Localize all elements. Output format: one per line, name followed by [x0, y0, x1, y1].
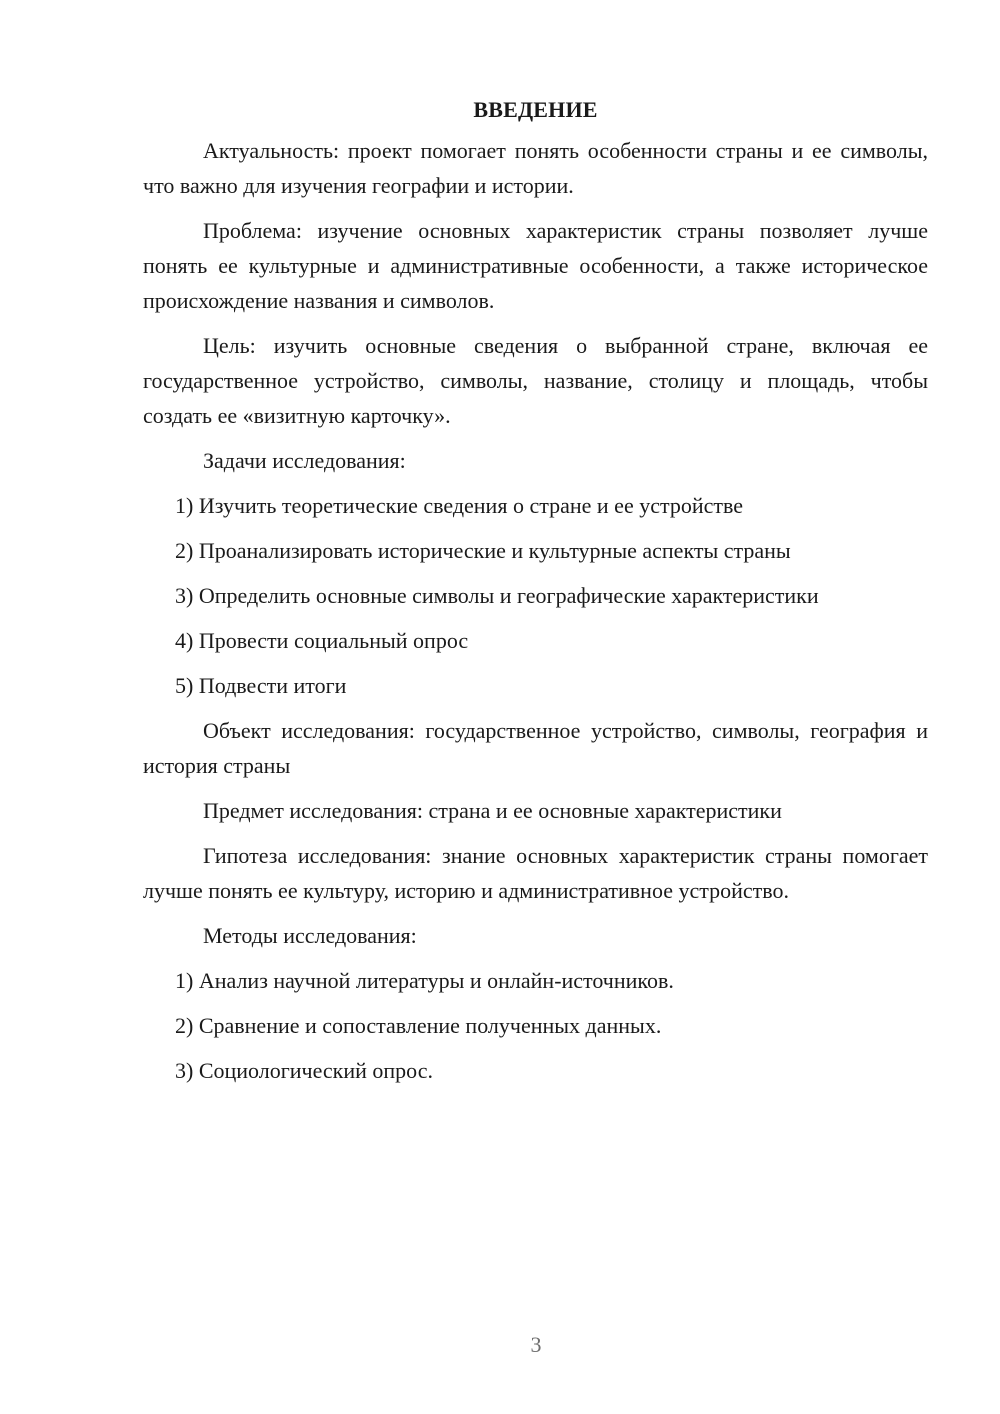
relevance-paragraph: Актуальность: проект помогает понять особенности страны и ее символы, что важно для изучения географии и истории. [143, 138, 928, 198]
goal-paragraph: Цель: изучить основные сведения о выбранной стране, включая ее государственное устройство, символы, название, столицу и площадь, чтобы создать ее «визитную карточку». [143, 333, 928, 428]
page-title: ВВЕДЕНИЕ [473, 97, 598, 122]
tasks-heading: Задачи исследования: [203, 448, 406, 473]
task-item: 2) Проанализировать исторические и культурные аспекты страны [175, 538, 791, 563]
page-number: 3 [530, 1332, 542, 1357]
method-item: 1) Анализ научной литературы и онлайн-источников. [175, 968, 674, 993]
page-content [143, 92, 928, 1098]
task-item: 4) Провести социальный опрос [175, 628, 469, 653]
method-item: 3) Социологический опрос. [175, 1058, 433, 1083]
hypothesis-paragraph: Гипотеза исследования: знание основных характеристик страны помогает лучше понять ее культуру, историю и административное устройство. [143, 843, 928, 903]
problem-paragraph: Проблема: изучение основных характеристик страны позволяет лучше понять ее культурные и административные особенности, а также историческое происхождение названия и символов. [143, 218, 928, 313]
object-paragraph: Объект исследования: государственное устройство, символы, география и история страны [143, 718, 928, 778]
task-item: 3) Определить основные символы и географические характеристики [175, 583, 819, 608]
methods-heading: Методы исследования: [203, 923, 417, 948]
task-item: 5) Подвести итоги [175, 673, 347, 698]
subject-paragraph: Предмет исследования: страна и ее основные характеристики [203, 798, 782, 823]
method-item: 2) Сравнение и сопоставление полученных данных. [175, 1013, 662, 1038]
task-item: 1) Изучить теоретические сведения о стране и ее устройстве [175, 493, 744, 518]
